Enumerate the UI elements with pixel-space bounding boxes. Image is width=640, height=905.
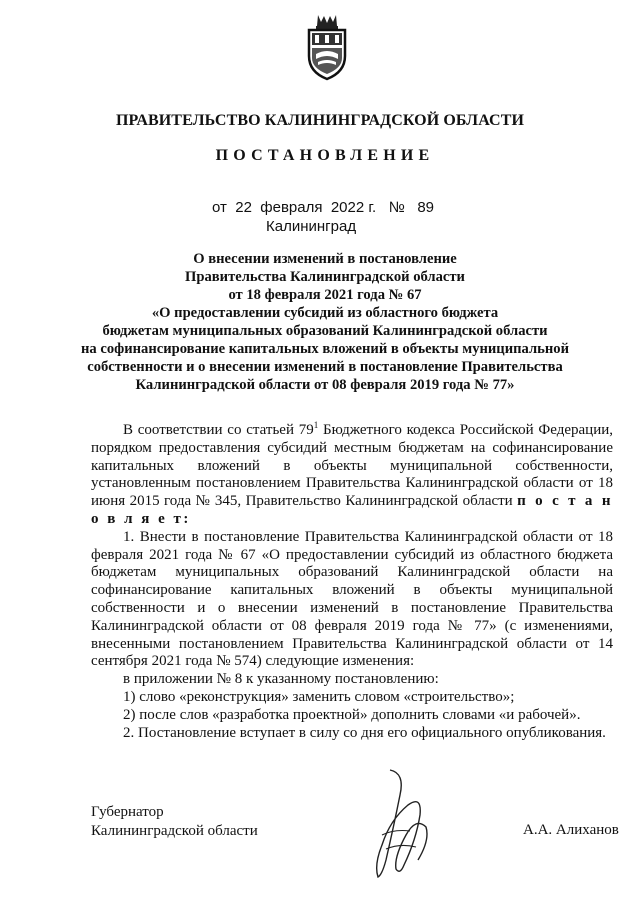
signatory-name: А.А. Алиханов <box>523 822 619 838</box>
city-name: Калининград <box>266 218 357 235</box>
document-type-heading: ПОСТАНОВЛЕНИЕ <box>215 147 435 164</box>
subject-line: О внесении изменений в постановление <box>193 251 457 267</box>
government-heading: ПРАВИТЕЛЬСТВО КАЛИНИНГРАДСКОЙ ОБЛАСТИ <box>115 112 525 129</box>
resolves-word: п о с т а н о в л я е т: <box>91 493 613 527</box>
subject-line: бюджетам муниципальных образований Калининградской области <box>102 323 548 339</box>
preamble-text: Бюджетного кодекса Российской Федерации, порядком предоставления субсидий местным бюджетам на софинансирование капитальных вложений в объекты муниципальной собственности, установленным постановлением Правительства Калининградской области от 18 июня 2015 года № 345, Правительство Калининградской области <box>91 422 614 510</box>
subject-line: от 18 февраля 2021 года № 67 <box>228 287 422 303</box>
signatory-title-line: Губернатор <box>91 804 164 820</box>
number-sign: № <box>388 199 405 216</box>
document-number: 89 <box>417 199 434 216</box>
document-body <box>91 422 613 742</box>
signatory-title-line: Калининградской области <box>91 823 258 839</box>
appendix-line: в приложении № 8 к указанному постановлению: <box>123 671 439 688</box>
preamble-paragraph <box>91 422 613 529</box>
subject-line: собственности и о внесении изменений в постановление Правительства <box>87 359 563 375</box>
subject-line: Правительства Калининградской области <box>185 269 465 285</box>
coat-of-arms-emblem <box>304 12 350 82</box>
date-day: 22 <box>235 199 252 216</box>
subitem-1: 1) слово «реконструкция» заменить словом «строительство»; <box>123 688 515 705</box>
article-superscript: 1 <box>313 420 319 430</box>
handwritten-signature <box>360 765 440 885</box>
subitem-2: 2) после слов «разработка проектной» дополнить словами «и рабочей». <box>123 706 581 723</box>
date-prefix: от <box>212 199 227 216</box>
subject-title <box>60 250 590 394</box>
subject-line: Калининградской области от 08 февраля 2019 года № 77» <box>135 377 515 393</box>
signatory-title <box>91 803 258 841</box>
date-year: 2022 г. <box>330 199 377 216</box>
item-1-paragraph: 1. Внести в постановление Правительства Калининградской области от 18 февраля 2021 года № 67 «О предоставлении субсидий из областного бюджета бюджетам муниципальных образований Калининградской области на софинансирование капитальных вложений в объекты муниципальной собственности и о внесении изменений в постановление Правительства Калининградской области от 08 февраля 2019 года № 77» (с изменениями, внесенными постановлением Правительства Калининградской области от 14 сентября 2021 года № 574) следующие изменения: <box>91 528 613 670</box>
item-2-paragraph: 2. Постановление вступает в силу со дня его официального опубликования. <box>123 724 606 741</box>
subject-line: «О предоставлении субсидий из областного бюджета <box>151 305 499 321</box>
preamble-text: В соответствии со статьей 79 <box>123 422 314 438</box>
subject-line: на софинансирование капитальных вложений в объекты муниципальной <box>81 341 569 357</box>
date-month: февраля <box>260 199 323 216</box>
date-number-line <box>212 199 434 216</box>
